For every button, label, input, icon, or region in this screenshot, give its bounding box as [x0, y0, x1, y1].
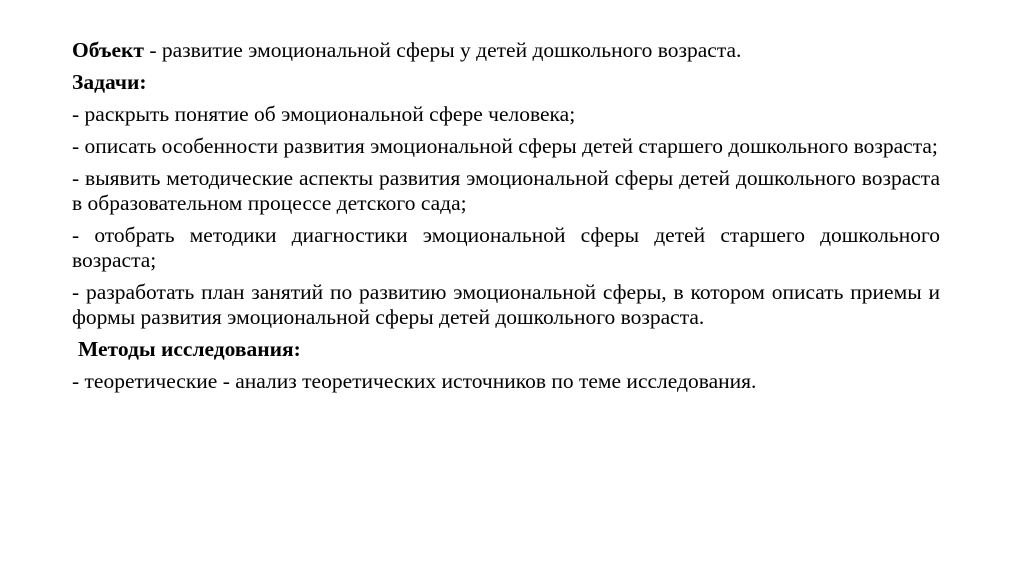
- object-text: - развитие эмоциональной сферы у детей дошкольного возраста.: [143, 38, 742, 62]
- tasks-heading: Задачи:: [72, 70, 147, 94]
- task-item-2: - описать особенности развития эмоциональной сферы детей старшего дошкольного возраста;: [72, 134, 938, 158]
- method-item-1: - теоретические - анализ теоретических источников по теме исследования.: [72, 369, 757, 393]
- task-item-3: - выявить методические аспекты развития эмоциональной сферы детей дошкольного возраста в образовательном процессе детского сада;: [72, 166, 940, 215]
- object-label: Объект: [72, 38, 144, 62]
- methods-heading: Методы исследования:: [78, 337, 301, 361]
- task-item-4: - отобрать методики диагностики эмоциональной сферы детей старшего дошкольного возраста;: [72, 223, 940, 272]
- object-paragraph: [72, 38, 940, 63]
- task-item-1: - раскрыть понятие об эмоциональной сфере человека;: [72, 102, 576, 126]
- task-item-5: - разработать план занятий по развитию эмоциональной сферы, в котором описать приемы и формы развития эмоциональной сферы детей дошкольного возраста.: [72, 280, 940, 329]
- slide-content: [72, 38, 940, 401]
